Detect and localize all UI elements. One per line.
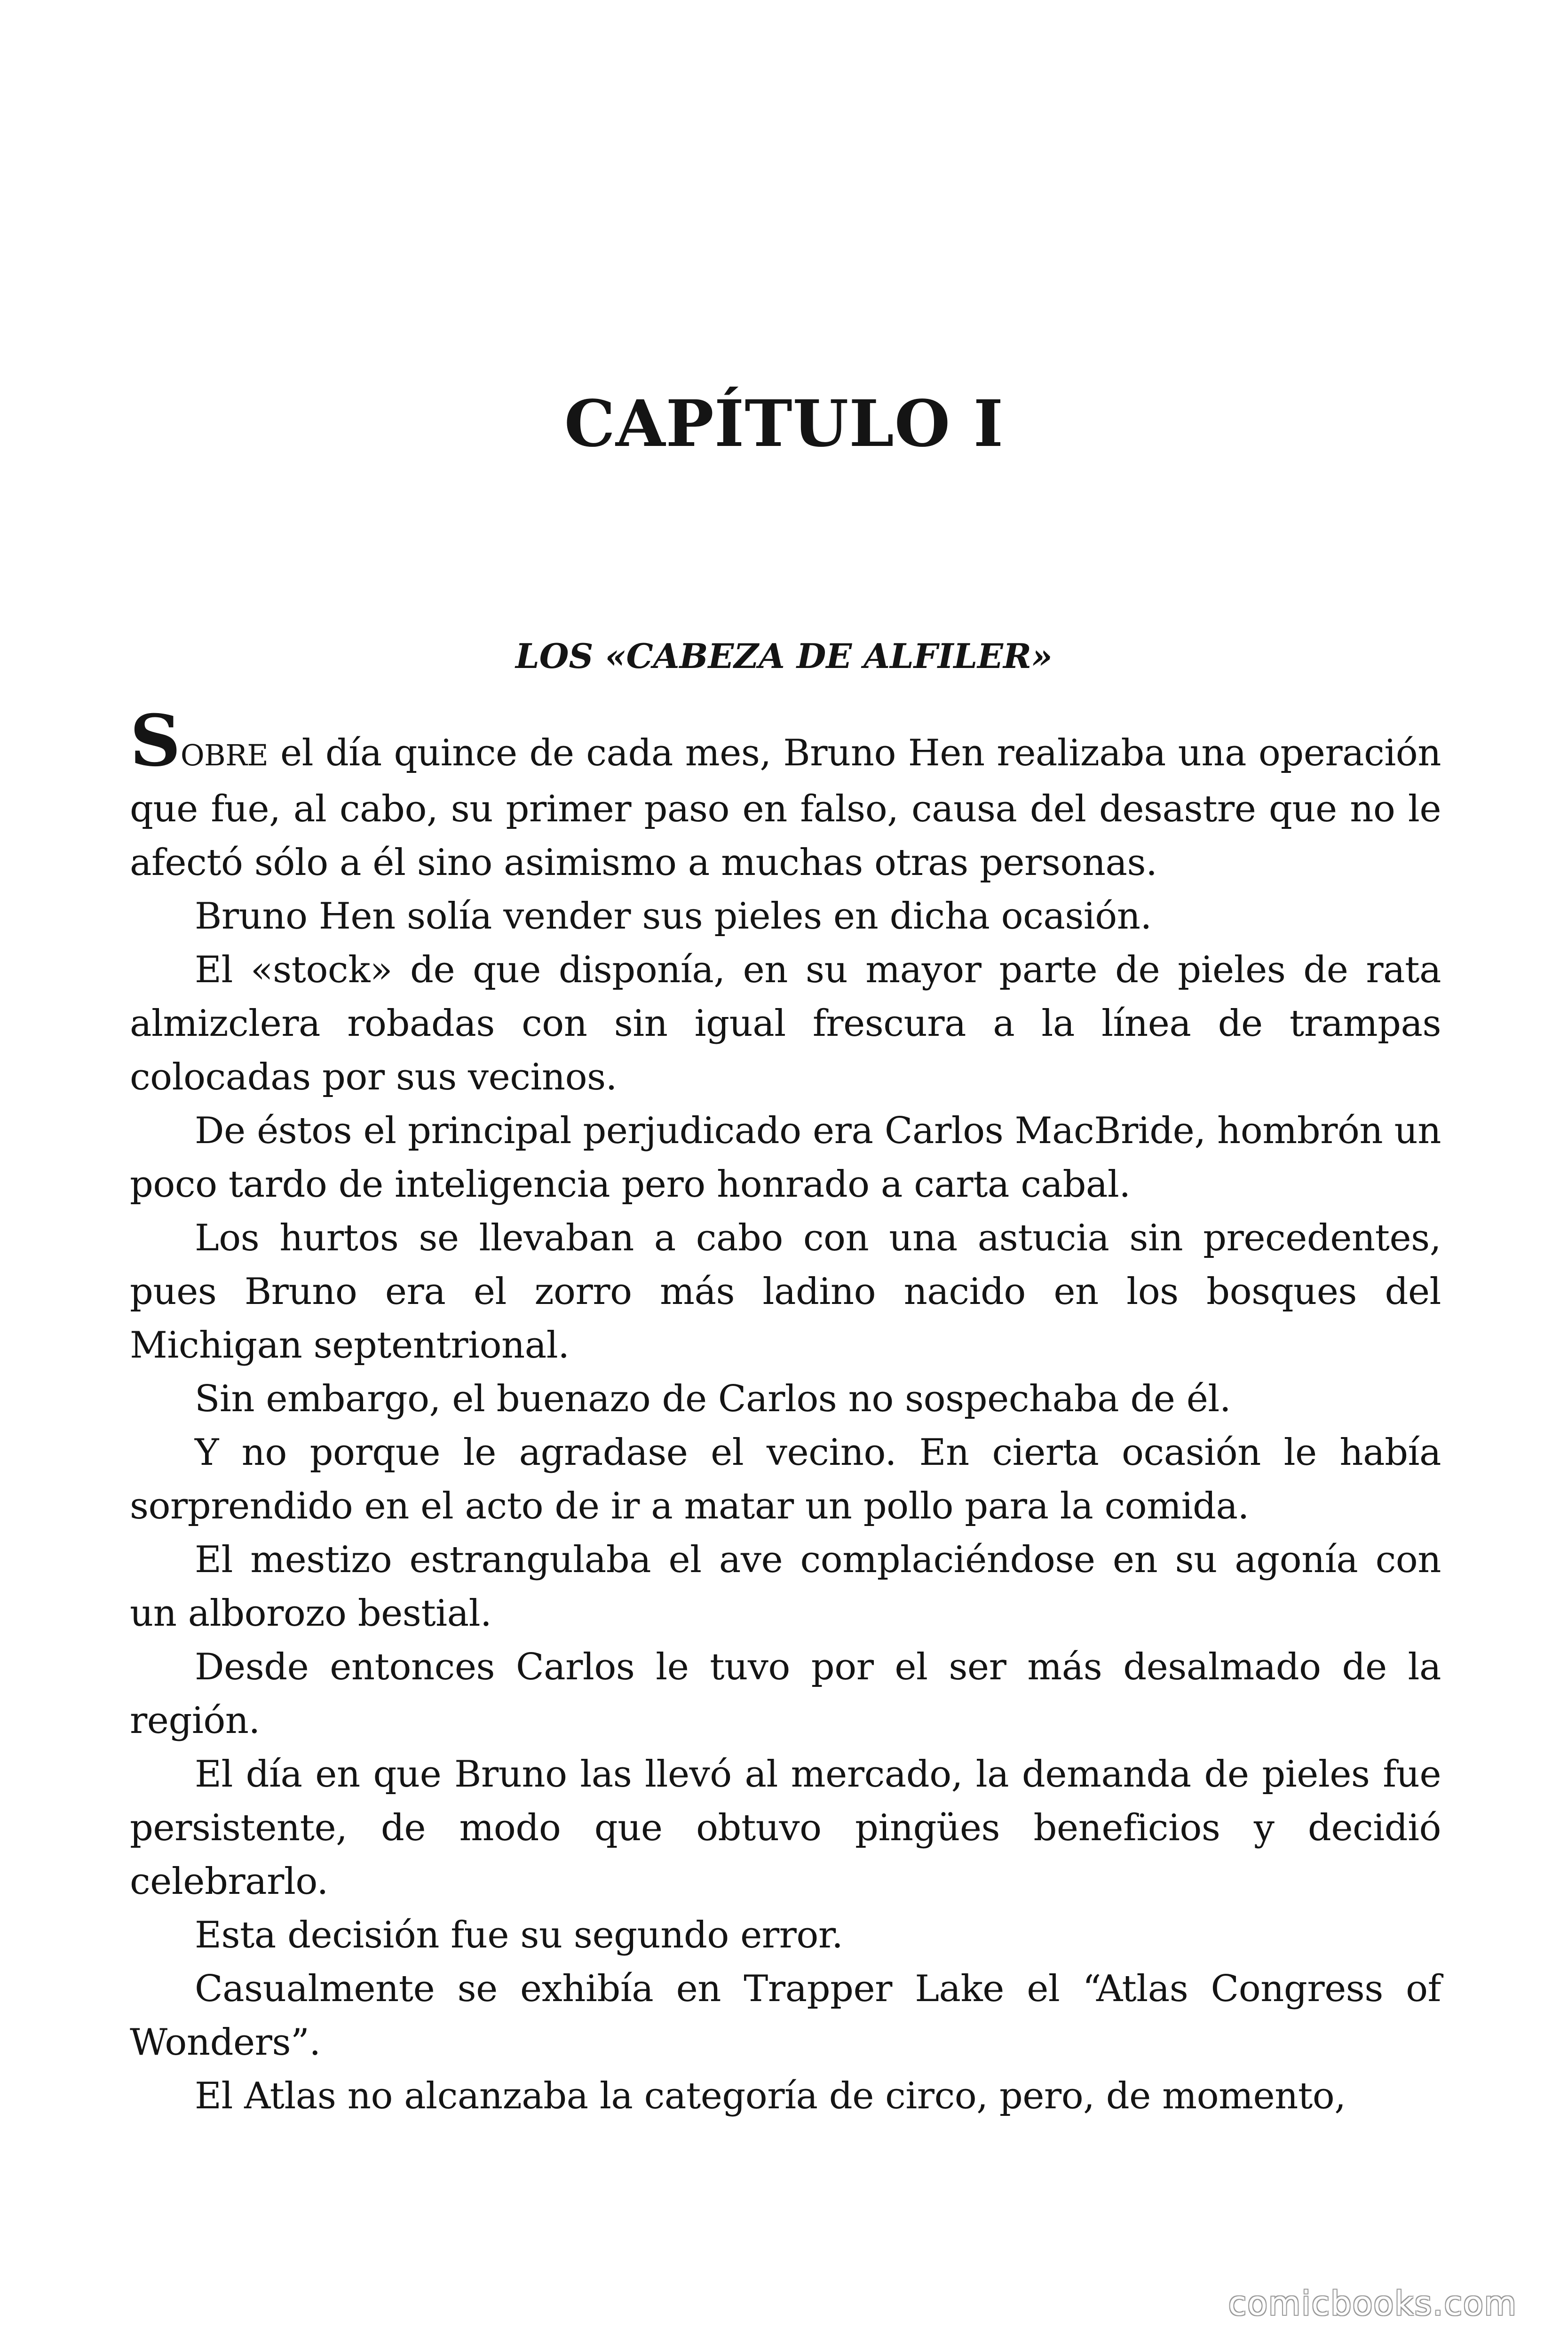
paragraph: El día en que Bruno las llevó al mercado, la demanda de pieles fue persistente, de modo que obtuvo pingües beneficios y decidió celebrarlo.	[130, 1753, 1441, 1903]
paragraph: Los hurtos se llevaban a cabo con una astucia sin precedentes, pues Bruno era el zorro más ladino nacido en los bosques del Michigan septentrional.	[130, 1217, 1441, 1367]
small-caps-word: OBRE	[180, 738, 269, 772]
paragraph: El «stock» de que disponía, en su mayor parte de pieles de rata almizclera robadas con sin igual frescura a la línea de trampas colocadas por sus vecinos.	[130, 949, 1441, 1098]
paragraph: Casualmente se exhibía en Trapper Lake el “Atlas Congress of Wonders”.	[130, 1968, 1441, 2064]
chapter-subtitle: LOS «CABEZA DE ALFILER»	[515, 636, 1053, 676]
first-paragraph-text: el día quince de cada mes, Bruno Hen realizaba una operación que fue, al cabo, su primer paso en falso, causa del desastre que no le afectó sólo a él sino asimismo a muchas otras personas.	[130, 732, 1441, 884]
paragraph: Sin embargo, el buenazo de Carlos no sospechaba de él.	[195, 1378, 1231, 1420]
chapter-title: CAPÍTULO I	[564, 386, 1004, 461]
paragraph: Y no porque le agradase el vecino. En cierta ocasión le había sorprendido en el acto de ir a matar un pollo para la comida.	[130, 1431, 1441, 1527]
paragraph: El Atlas no alcanzaba la categoría de circo, pero, de momento,	[195, 2075, 1346, 2117]
first-paragraph	[130, 699, 1441, 890]
paragraph: Esta decisión fue su segundo error.	[195, 1914, 843, 1956]
paragraph: De éstos el principal perjudicado era Carlos MacBride, hombrón un poco tardo de inteligencia pero honrado a carta cabal.	[130, 1110, 1441, 1206]
watermark: comicbooks.com	[1228, 2284, 1517, 2323]
chapter-body	[130, 699, 1441, 2123]
paragraph: Bruno Hen solía vender sus pieles en dicha ocasión.	[195, 895, 1152, 938]
drop-cap-initial: S	[130, 699, 181, 782]
paragraph: Desde entonces Carlos le tuvo por el ser más desalmado de la región.	[130, 1646, 1441, 1742]
paragraph: El mestizo estrangulaba el ave complaciéndose en su agonía con un alborozo bestial.	[130, 1539, 1441, 1635]
